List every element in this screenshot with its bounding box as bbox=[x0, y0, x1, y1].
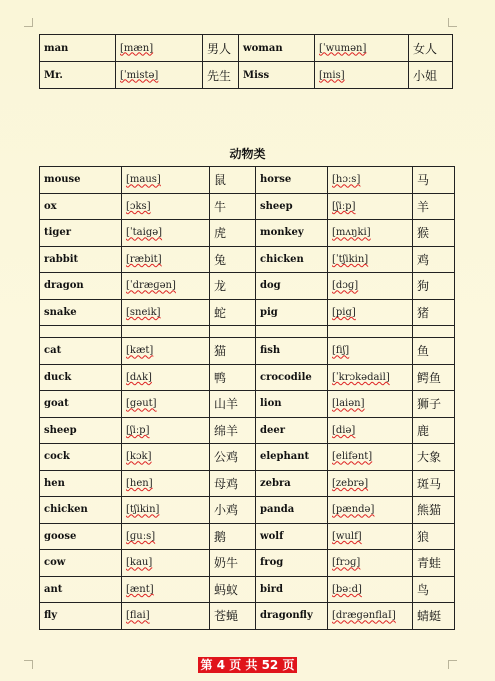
spacer-row bbox=[40, 326, 455, 338]
phonetic bbox=[328, 470, 413, 497]
phonetic-text: [kæt] bbox=[126, 345, 154, 357]
phonetic bbox=[328, 273, 413, 300]
english-word: snake bbox=[40, 299, 122, 326]
english-word: ox bbox=[40, 193, 122, 220]
phonetic bbox=[315, 35, 409, 62]
phonetic bbox=[328, 523, 413, 550]
margin-mark-top-right bbox=[448, 18, 457, 27]
table-row bbox=[40, 417, 455, 444]
chinese-meaning: 羊 bbox=[413, 193, 455, 220]
phonetic-text: [ræbit] bbox=[126, 253, 162, 265]
chinese-meaning: 牛 bbox=[210, 193, 256, 220]
phonetic-text: [bəːd] bbox=[332, 583, 362, 595]
phonetic bbox=[328, 444, 413, 471]
table-row bbox=[40, 35, 453, 62]
table-row bbox=[40, 62, 453, 89]
empty-cell bbox=[210, 326, 256, 338]
english-word: bird bbox=[256, 576, 328, 603]
chinese-meaning: 母鸡 bbox=[210, 470, 256, 497]
phonetic bbox=[328, 193, 413, 220]
chinese-meaning: 鸟 bbox=[413, 576, 455, 603]
phonetic bbox=[122, 550, 210, 577]
english-word: monkey bbox=[256, 220, 328, 247]
phonetic-text: [drægənflaI] bbox=[332, 610, 396, 622]
empty-cell bbox=[40, 326, 122, 338]
phonetic-text: [dʌk] bbox=[126, 371, 152, 383]
chinese-meaning: 鼠 bbox=[210, 167, 256, 194]
phonetic bbox=[315, 62, 409, 89]
phonetic-text: [kau] bbox=[126, 557, 153, 569]
chinese-meaning: 虎 bbox=[210, 220, 256, 247]
english-word: dog bbox=[256, 273, 328, 300]
phonetic bbox=[122, 576, 210, 603]
phonetic bbox=[328, 220, 413, 247]
phonetic bbox=[328, 603, 413, 630]
chinese-meaning: 大象 bbox=[413, 444, 455, 471]
phonetic-text: [tʃikin] bbox=[126, 504, 160, 516]
phonetic-text: [ˈmistə] bbox=[120, 69, 159, 81]
phonetic bbox=[328, 391, 413, 418]
table-row bbox=[40, 220, 455, 247]
chinese-meaning: 狗 bbox=[413, 273, 455, 300]
phonetic-text: [laiən] bbox=[332, 398, 365, 410]
table-row bbox=[40, 470, 455, 497]
people-vocabulary-table bbox=[39, 34, 453, 89]
english-word: goat bbox=[40, 391, 122, 418]
phonetic bbox=[328, 417, 413, 444]
chinese-meaning: 公鸡 bbox=[210, 444, 256, 471]
table-row bbox=[40, 523, 455, 550]
phonetic bbox=[122, 246, 210, 273]
phonetic-text: [flai] bbox=[126, 610, 150, 622]
english-word: man bbox=[40, 35, 116, 62]
section-title: 动物类 bbox=[229, 147, 266, 161]
phonetic-text: [sneik] bbox=[126, 306, 161, 318]
english-word: elephant bbox=[256, 444, 328, 471]
phonetic bbox=[122, 338, 210, 365]
phonetic bbox=[328, 338, 413, 365]
table-row bbox=[40, 444, 455, 471]
english-word: sheep bbox=[40, 417, 122, 444]
chinese-meaning: 马 bbox=[413, 167, 455, 194]
english-word: fish bbox=[256, 338, 328, 365]
phonetic bbox=[122, 417, 210, 444]
empty-cell bbox=[328, 326, 413, 338]
chinese-meaning: 鸭 bbox=[210, 364, 256, 391]
phonetic-text: [ˈkrɔkədail] bbox=[332, 371, 390, 383]
table-row bbox=[40, 338, 455, 365]
table-row bbox=[40, 576, 455, 603]
phonetic-text: [pig] bbox=[332, 306, 356, 318]
table-row bbox=[40, 193, 455, 220]
chinese-meaning: 猫 bbox=[210, 338, 256, 365]
phonetic-text: [frɔɡ] bbox=[332, 557, 361, 569]
chinese-meaning: 绵羊 bbox=[210, 417, 256, 444]
english-word: deer bbox=[256, 417, 328, 444]
english-word: ant bbox=[40, 576, 122, 603]
phonetic bbox=[122, 364, 210, 391]
english-word: tiger bbox=[40, 220, 122, 247]
chinese-meaning: 苍蝇 bbox=[210, 603, 256, 630]
chinese-meaning: 鱼 bbox=[413, 338, 455, 365]
chinese-meaning: 小姐 bbox=[409, 62, 453, 89]
chinese-meaning: 青蛙 bbox=[413, 550, 455, 577]
phonetic-text: [wulf] bbox=[332, 530, 362, 542]
english-word: Mr. bbox=[40, 62, 116, 89]
empty-cell bbox=[413, 326, 455, 338]
phonetic-text: [hen] bbox=[126, 477, 153, 489]
chinese-meaning: 男人 bbox=[203, 35, 239, 62]
page-number-label: 第 4 页 共 52 页 bbox=[198, 657, 298, 673]
chinese-meaning: 熊猫 bbox=[413, 497, 455, 524]
phonetic-text: [mʌŋki] bbox=[332, 227, 371, 239]
phonetic-text: [gəut] bbox=[126, 398, 157, 410]
phonetic bbox=[122, 273, 210, 300]
table-row bbox=[40, 391, 455, 418]
english-word: woman bbox=[239, 35, 315, 62]
chinese-meaning: 鹿 bbox=[413, 417, 455, 444]
chinese-meaning: 女人 bbox=[409, 35, 453, 62]
phonetic bbox=[116, 35, 203, 62]
margin-mark-top-left bbox=[24, 18, 33, 27]
english-word: rabbit bbox=[40, 246, 122, 273]
phonetic-text: [ˈdræɡən] bbox=[126, 280, 176, 292]
phonetic-text: [ˈtaigə] bbox=[126, 227, 163, 239]
chinese-meaning: 龙 bbox=[210, 273, 256, 300]
phonetic-text: [dɔɡ] bbox=[332, 280, 359, 292]
phonetic bbox=[122, 470, 210, 497]
phonetic-text: [kɔk] bbox=[126, 451, 152, 463]
english-word: goose bbox=[40, 523, 122, 550]
phonetic bbox=[328, 167, 413, 194]
phonetic bbox=[122, 603, 210, 630]
empty-cell bbox=[122, 326, 210, 338]
english-word: dragonfly bbox=[256, 603, 328, 630]
phonetic bbox=[122, 167, 210, 194]
phonetic bbox=[328, 364, 413, 391]
phonetic-text: [mæn] bbox=[120, 42, 154, 54]
english-word: pig bbox=[256, 299, 328, 326]
phonetic-text: [diə] bbox=[332, 424, 356, 436]
english-word: lion bbox=[256, 391, 328, 418]
phonetic bbox=[328, 246, 413, 273]
english-word: frog bbox=[256, 550, 328, 577]
chinese-meaning: 斑马 bbox=[413, 470, 455, 497]
english-word: horse bbox=[256, 167, 328, 194]
phonetic-text: [pændə] bbox=[332, 504, 375, 516]
english-word: chicken bbox=[40, 497, 122, 524]
phonetic bbox=[122, 444, 210, 471]
english-word: cow bbox=[40, 550, 122, 577]
phonetic-text: [fiʃ] bbox=[332, 345, 350, 357]
phonetic-text: [maus] bbox=[126, 174, 161, 186]
chinese-meaning: 猴 bbox=[413, 220, 455, 247]
phonetic-text: [ʃiːp] bbox=[332, 200, 356, 212]
chinese-meaning: 先生 bbox=[203, 62, 239, 89]
phonetic bbox=[328, 497, 413, 524]
phonetic bbox=[122, 299, 210, 326]
phonetic-text: [hɔːs] bbox=[332, 174, 361, 186]
table-row bbox=[40, 246, 455, 273]
chinese-meaning: 蜻蜓 bbox=[413, 603, 455, 630]
table-row bbox=[40, 603, 455, 630]
phonetic bbox=[328, 550, 413, 577]
table-row bbox=[40, 299, 455, 326]
phonetic-text: [ænt] bbox=[126, 583, 154, 595]
chinese-meaning: 狼 bbox=[413, 523, 455, 550]
phonetic bbox=[122, 391, 210, 418]
english-word: chicken bbox=[256, 246, 328, 273]
chinese-meaning: 鳄鱼 bbox=[413, 364, 455, 391]
empty-cell bbox=[256, 326, 328, 338]
phonetic bbox=[122, 220, 210, 247]
chinese-meaning: 蚂蚁 bbox=[210, 576, 256, 603]
table-row bbox=[40, 550, 455, 577]
phonetic-text: [zebrə] bbox=[332, 477, 369, 489]
english-word: hen bbox=[40, 470, 122, 497]
english-word: dragon bbox=[40, 273, 122, 300]
chinese-meaning: 鸡 bbox=[413, 246, 455, 273]
phonetic-text: [elifənt] bbox=[332, 451, 373, 463]
english-word: duck bbox=[40, 364, 122, 391]
table-row bbox=[40, 273, 455, 300]
phonetic-text: [ɡuːs] bbox=[126, 530, 156, 542]
phonetic-text: [ˈtʃikin] bbox=[332, 253, 369, 265]
chinese-meaning: 小鸡 bbox=[210, 497, 256, 524]
table-row bbox=[40, 364, 455, 391]
chinese-meaning: 狮子 bbox=[413, 391, 455, 418]
chinese-meaning: 蛇 bbox=[210, 299, 256, 326]
chinese-meaning: 鹅 bbox=[210, 523, 256, 550]
phonetic-text: [ˈwumən] bbox=[319, 42, 367, 54]
table-row bbox=[40, 167, 455, 194]
phonetic bbox=[328, 299, 413, 326]
table-row bbox=[40, 497, 455, 524]
chinese-meaning: 兔 bbox=[210, 246, 256, 273]
phonetic-text: [mis] bbox=[319, 69, 345, 81]
english-word: cock bbox=[40, 444, 122, 471]
english-word: wolf bbox=[256, 523, 328, 550]
phonetic bbox=[122, 523, 210, 550]
english-word: mouse bbox=[40, 167, 122, 194]
page-footer bbox=[0, 654, 495, 673]
english-word: zebra bbox=[256, 470, 328, 497]
phonetic bbox=[122, 193, 210, 220]
english-word: crocodile bbox=[256, 364, 328, 391]
english-word: fly bbox=[40, 603, 122, 630]
animal-vocabulary-table bbox=[39, 166, 455, 630]
chinese-meaning: 奶牛 bbox=[210, 550, 256, 577]
chinese-meaning: 山羊 bbox=[210, 391, 256, 418]
english-word: sheep bbox=[256, 193, 328, 220]
chinese-meaning: 猪 bbox=[413, 299, 455, 326]
phonetic-text: [ɔks] bbox=[126, 200, 151, 212]
english-word: cat bbox=[40, 338, 122, 365]
phonetic bbox=[328, 576, 413, 603]
english-word: Miss bbox=[239, 62, 315, 89]
phonetic-text: [ʃiːp] bbox=[126, 424, 150, 436]
english-word: panda bbox=[256, 497, 328, 524]
phonetic bbox=[122, 497, 210, 524]
phonetic bbox=[116, 62, 203, 89]
